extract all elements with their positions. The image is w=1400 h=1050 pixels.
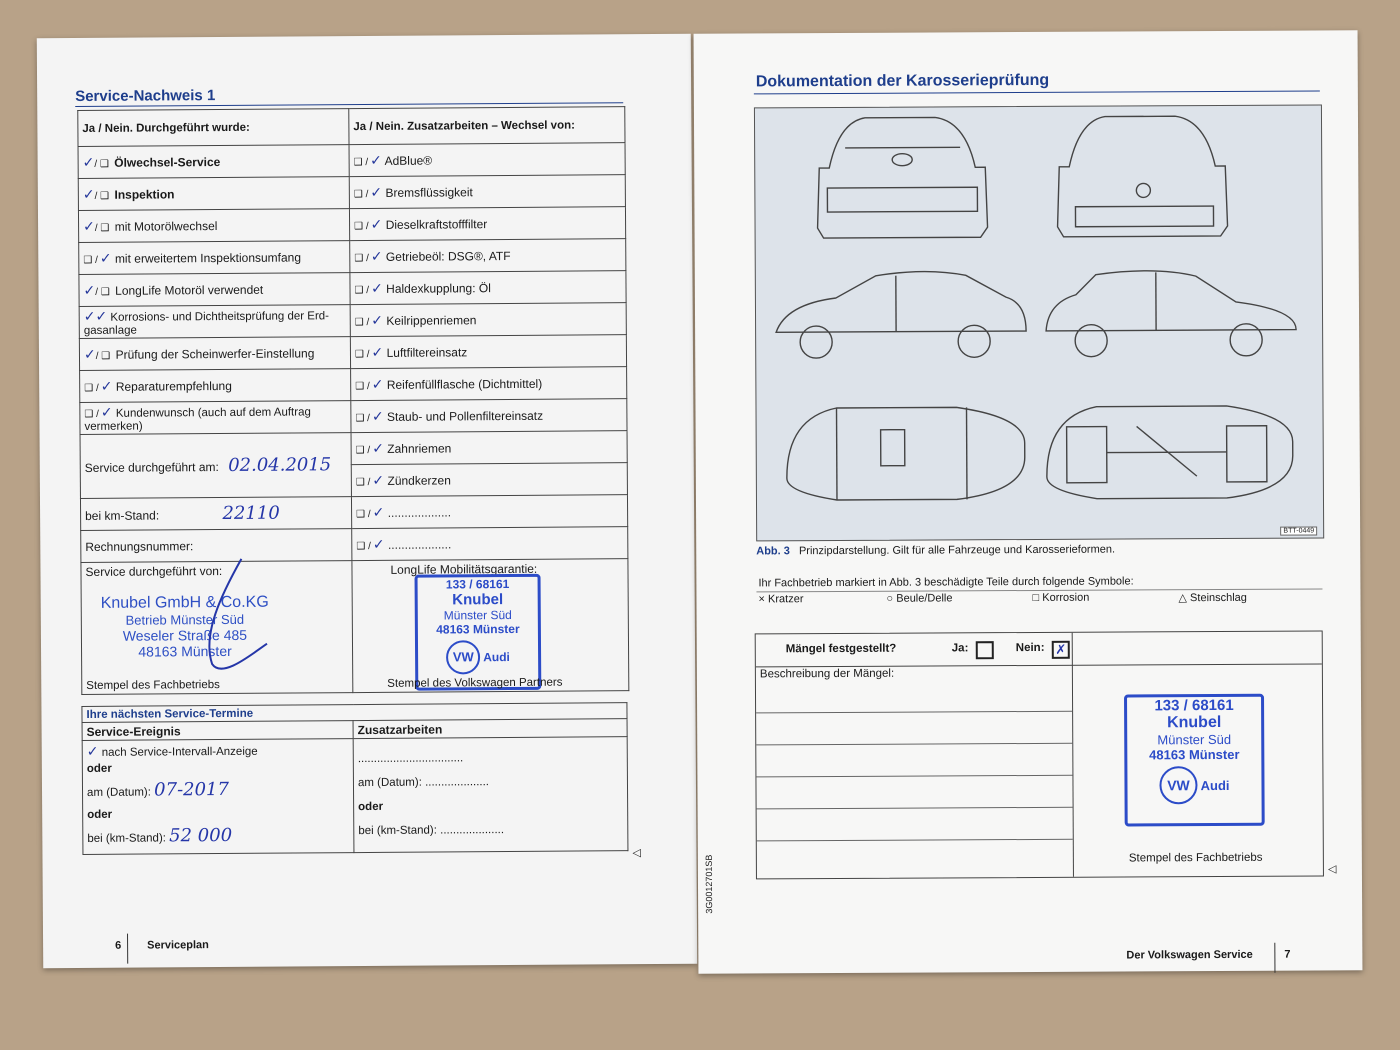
caption-text: Prinzipdarstellung. Gilt für alle Fahrzeuge und Karosserieformen. (798, 543, 1116, 558)
service-date-cell[interactable] (80, 433, 351, 499)
extra-dots: ................................. (357, 752, 464, 766)
km-value: 22110 (222, 502, 280, 525)
oder-label: oder (87, 808, 113, 821)
service-date-label: Service durchgeführt am: (84, 460, 219, 475)
dealer-stamp: 133 / 68161 Knubel Münster Süd 48163 Münster VW Audi (1124, 694, 1265, 827)
yes-checkbox[interactable] (976, 641, 994, 659)
page-title: Dokumentation der Karosserieprüfung (755, 71, 1050, 91)
continue-arrow-icon: ◁ (1327, 863, 1337, 876)
oder-label: oder (358, 800, 384, 814)
check-mark-icon: ✓ (83, 218, 95, 235)
check-mark-icon: ✓ (82, 154, 95, 171)
col-right-header: Ja / Nein. Zusatzarbeiten – Wechsel von: (349, 107, 625, 145)
row-zahnriemen[interactable]: ❑ / ✓ Zahnriemen (351, 431, 627, 465)
col-left-header: Ja / Nein. Durchgeführt wurde: (78, 109, 349, 147)
check-mark-icon: ✓ (370, 280, 383, 297)
row-reifenfuell[interactable]: ❑ / ✓ Reifenfüllflasche (Dichtmittel) (351, 367, 627, 401)
no-label: Nein: (1015, 641, 1045, 655)
row-adblue[interactable]: ❑ / ✓ AdBlue® (349, 143, 625, 177)
cross-icon: × (758, 593, 765, 606)
left-page (37, 34, 697, 969)
description-line[interactable] (757, 839, 1073, 842)
row-dieselfilter[interactable]: ❑ / ✓ Dieselkraftstofffilter (349, 207, 625, 241)
symbol-korrosion: □ Korrosion (1032, 591, 1090, 604)
dealer-stamp: Knubel GmbH & Co.KG Betrieb Münster Süd Weseler Straße 485 48163 Münster (100, 593, 269, 660)
check-mark-icon: ✓ (371, 344, 384, 361)
defects-divider (1072, 633, 1074, 877)
check-mark-icon: ✓ (370, 152, 382, 169)
row-oelwechsel[interactable]: ✓/ ❑ Ölwechsel-Service (78, 145, 349, 179)
circle-icon: ○ (886, 592, 894, 605)
car-outline-graphic (755, 105, 1323, 540)
check-mark-icon: ✓ (370, 248, 383, 265)
dealer-stamp-cell[interactable] (81, 561, 353, 695)
check-mark-icon: ✗ (1055, 641, 1067, 657)
footer-label: Der Volkswagen Service (1126, 948, 1253, 962)
next-date-value: 07-2017 (154, 778, 229, 801)
side-code: 3G0012701SB (703, 854, 715, 914)
description-line[interactable] (756, 711, 1072, 714)
row-reparatur[interactable]: ❑ / ✓ Reparaturempfehlung (80, 369, 351, 403)
page-number: 6 (115, 939, 122, 952)
oder-label: oder (86, 762, 112, 775)
row-longlife[interactable]: ✓/ ❑ LongLife Motoröl verwendet (79, 273, 350, 307)
check-mark-icon: ✓ (83, 282, 96, 299)
check-mark-icon: ✓ (100, 404, 113, 421)
audi-logo-icon: Audi (1200, 777, 1230, 794)
next-service-title: Ihre nächsten Service-Termine (82, 703, 627, 723)
row-luftfilter[interactable]: ❑ / ✓ Luftfiltereinsatz (350, 335, 626, 369)
stamp-vw-label: Stempel des Volkswagen Partners (387, 676, 563, 690)
stamp-label: Stempel des Fachbetriebs (1128, 851, 1263, 865)
check-mark-icon: ✓ (100, 378, 113, 395)
footer-divider (127, 934, 128, 964)
page-title: Service-Nachweis 1 (75, 87, 216, 106)
row-scheinwerfer[interactable]: ✓/ ❑ Prüfung der Scheinwerfer-Einstellung (79, 337, 350, 371)
row-erweitert[interactable]: ❑ / ✓ mit erweitertem Inspektionsumfang (79, 241, 350, 275)
symbol-kratzer: × Kratzer (758, 593, 804, 606)
car-diagram (754, 104, 1324, 541)
check-mark-icon: ✓ (82, 186, 95, 203)
next-event-cell[interactable] (82, 739, 354, 855)
vw-partner-stamp: 133 / 68161 Knubel Münster Süd 48163 Münster VW Audi (415, 574, 542, 691)
row-getriebeoel[interactable]: ❑ / ✓ Getriebeöl: DSG®, ATF (350, 239, 626, 273)
square-icon: □ (1032, 591, 1040, 604)
next-col-right: Zusatzarbeiten (353, 719, 627, 739)
description-line[interactable] (757, 807, 1073, 810)
description-label: Beschreibung der Mängel: (759, 667, 895, 681)
triangle-icon: △ (1178, 592, 1188, 605)
defects-header-rule (756, 663, 1322, 667)
performed-by-label: Service durchgeführt von: (85, 564, 223, 579)
check-mark-icon: ✓ (372, 504, 385, 521)
check-mark-icon: ✓ (372, 536, 385, 553)
row-haldex[interactable]: ❑ / ✓ Haldexkupplung: Öl (350, 271, 626, 305)
next-col-left: Service-Ereignis (82, 721, 353, 741)
next-km-value: 52 000 (169, 824, 233, 847)
check-mark-icon: ✓ (99, 250, 112, 267)
signature-graphic (181, 554, 272, 685)
check-mark-icon: ✓ (370, 184, 383, 201)
check-mark-icon: ✓✓ (83, 308, 108, 325)
row-inspektion[interactable]: ✓/ ❑ Inspektion (78, 177, 349, 211)
right-km-label: bei (km-Stand): (358, 824, 437, 838)
symbol-beule: ○ Beule/Delle (886, 592, 953, 605)
vw-stamp-cell[interactable] (352, 559, 629, 693)
page-number: 7 (1284, 948, 1291, 961)
title-rule (754, 90, 1320, 94)
next-extra-cell[interactable]: ................................. am (Datum): .................... oder bei (km-Stand): .................... (353, 737, 628, 853)
vw-logo-icon: VW (1159, 766, 1197, 804)
check-mark-icon: ✓ (372, 472, 385, 489)
service-date-value: 02.04.2015 (228, 454, 332, 476)
footer-divider (1274, 943, 1275, 973)
instructions: Ihr Fachbetrieb markiert in Abb. 3 beschädigte Teile durch folgende Symbole: (758, 575, 1134, 590)
row-bremsfluessigkeit[interactable]: ❑ / ✓ Bremsflüssigkeit (349, 175, 625, 209)
symbol-steinschlag: △ Steinschlag (1178, 591, 1247, 605)
footer-label: Serviceplan (147, 939, 209, 952)
row-zuendkerzen[interactable]: ❑ / ✓ Zündkerzen (351, 463, 627, 497)
check-mark-icon: ✓ (372, 440, 384, 457)
defects-table (755, 630, 1324, 879)
figure-caption (756, 544, 1115, 558)
longlife-label: LongLife Mobilitätsgarantie: (390, 561, 538, 577)
caption-label: Abb. 3 (756, 545, 790, 558)
next-date-label: am (Datum): (86, 786, 151, 799)
figure-code: BTT-0449 (1280, 526, 1317, 535)
continue-arrow-icon: ◁ (632, 847, 641, 860)
description-line[interactable] (756, 743, 1072, 746)
vw-logo-icon: VW (446, 640, 480, 674)
km-label: bei km-Stand: (85, 508, 160, 523)
check-mark-icon: ✓ (371, 408, 384, 425)
row-extra-2[interactable]: ❑ / ✓ ................... (352, 527, 628, 561)
check-mark-icon: ✓ (83, 346, 96, 363)
next-interval: nach Service-Intervall-Anzeige (101, 745, 258, 759)
km-cell[interactable] (80, 497, 351, 531)
check-mark-icon: ✓ (370, 216, 383, 233)
check-mark-icon: ✓ (86, 743, 99, 760)
no-checkbox[interactable] (1052, 641, 1070, 659)
row-korrosion[interactable]: ✓✓ Korrosions- und Dichtheitsprüfung der Erd-gasanlage (79, 305, 350, 339)
audi-logo-icon: Audi (483, 650, 510, 665)
row-pollenfilter[interactable]: ❑ / ✓ Staub- und Pollenfiltereinsatz (351, 399, 627, 433)
right-date-label: am (Datum): (357, 776, 422, 790)
row-motoroelwechsel[interactable]: ✓/ ❑ mit Motorölwechsel (78, 209, 349, 243)
stamp-dealer-label: Stempel des Fachbetriebs (86, 679, 220, 692)
defects-label: Mängel festgestellt? (785, 642, 897, 656)
description-line[interactable] (756, 775, 1072, 778)
invoice-label[interactable]: Rechnungsnummer: (81, 529, 352, 563)
yes-label: Ja: (951, 642, 969, 655)
check-mark-icon: ✓ (371, 376, 384, 393)
row-extra-1[interactable]: ❑ / ✓ ................... (351, 495, 627, 529)
next-km-label: bei (km-Stand): (87, 832, 167, 845)
right-page (694, 30, 1363, 973)
row-kundenwunsch[interactable]: ❑ / ✓ Kundenwunsch (auch auf dem Auftrag vermerken) (80, 401, 351, 435)
row-keilrippen[interactable]: ❑ / ✓ Keilrippenriemen (350, 303, 626, 337)
check-mark-icon: ✓ (371, 312, 384, 329)
service-table (77, 106, 629, 695)
next-service-table (81, 702, 628, 855)
